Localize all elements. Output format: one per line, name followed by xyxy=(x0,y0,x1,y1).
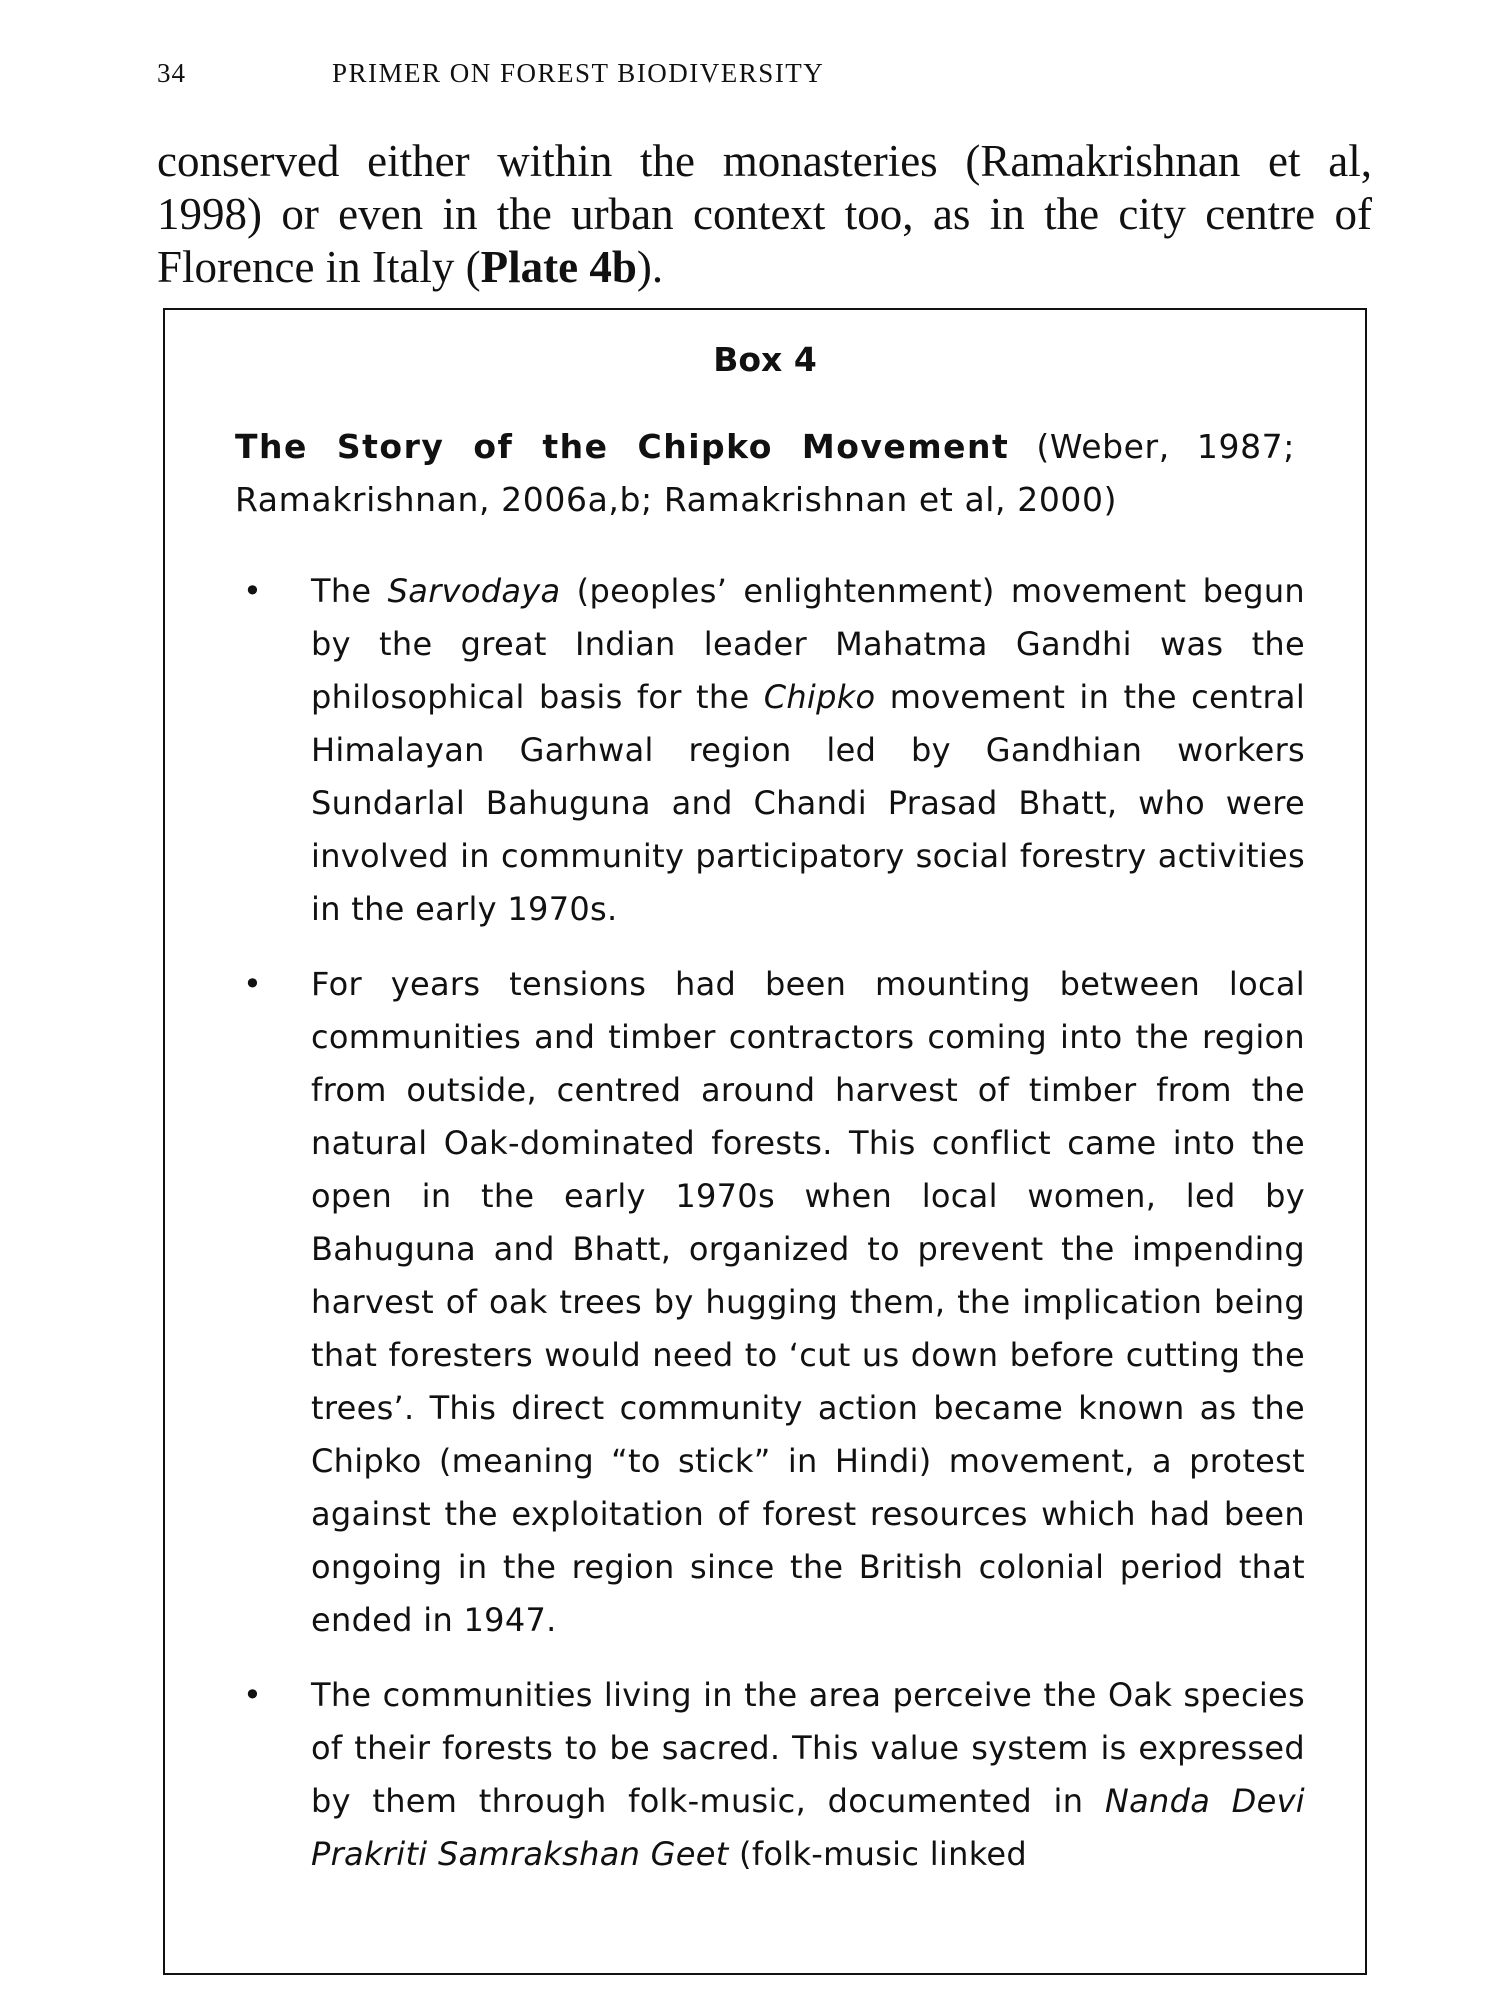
running-title: PRIMER ON FOREST BIODIVERSITY xyxy=(332,58,825,88)
bullet-list xyxy=(235,565,1305,1903)
plate-reference: Plate 4b xyxy=(480,242,637,292)
bullet-item-tensions xyxy=(235,958,1305,1647)
box-heading xyxy=(235,420,1295,526)
intro-paragraph xyxy=(157,135,1372,294)
italic-term: Nanda Devi Prakriti Samrakshan Geet xyxy=(311,1782,1305,1873)
bullet-icon: • xyxy=(243,1676,263,1714)
bullet-text: The xyxy=(311,572,388,610)
italic-term: Sarvodaya xyxy=(387,572,561,610)
page-number: 34 xyxy=(157,58,186,88)
bullet-text: (peoples’ enlightenment) movement begun by the great Indian leader Mahatma Gandhi was the philosophical basis for the xyxy=(311,572,1306,716)
running-head xyxy=(157,58,1377,98)
bullet-icon: • xyxy=(243,572,263,610)
bullet-text: For years tensions had been mounting between local communities and timber contractors coming into the region from outside, centred around harvest of timber from the natural Oak-dominated forests. This conflict came into the open in the early 1970s when local women, led by Bahuguna and Bhatt, organized to prevent the impending harvest of oak trees by hugging them, the implication being that foresters would need to ‘cut us down before cutting the trees’. This direct community action became known as the Chipko (meaning “to stick” in Hindi) movement, a protest against the exploitation of forest resources which had been ongoing in the region since the British colonial period that ended in 1947. xyxy=(311,965,1305,1639)
bullet-item-sacred-oak xyxy=(235,1669,1305,1881)
italic-term: Chipko xyxy=(763,678,876,716)
box-heading-title: The Story of the Chipko Movement xyxy=(235,427,1010,466)
bullet-text: The communities living in the area perceive the Oak species of their forests to be sacred. This value system is expressed by them through folk-music, documented in xyxy=(311,1676,1305,1820)
box-4-panel xyxy=(163,308,1367,1975)
box-heading-references: (Weber, 1987; Ramakrishnan, 2006a,b; Ramakrishnan et al, 2000) xyxy=(235,427,1295,519)
intro-text-start: conserved either within the monasteries (Ramakrishnan et al, 1998) or even in the urban context too, as in the city centre of Florence in Italy ( xyxy=(157,136,1372,292)
intro-text-end: ). xyxy=(636,242,664,292)
bullet-text: (folk-music linked xyxy=(728,1835,1027,1873)
bullet-icon: • xyxy=(243,965,263,1003)
bullet-item-sarvodaya xyxy=(235,565,1305,936)
box-label: Box 4 xyxy=(713,340,817,379)
bullet-text: movement in the central Himalayan Garhwal region led by Gandhian workers Sundarlal Bahuguna and Chandi Prasad Bhatt, who were involved in community participatory social forestry activities in the early 1970s. xyxy=(311,678,1306,928)
